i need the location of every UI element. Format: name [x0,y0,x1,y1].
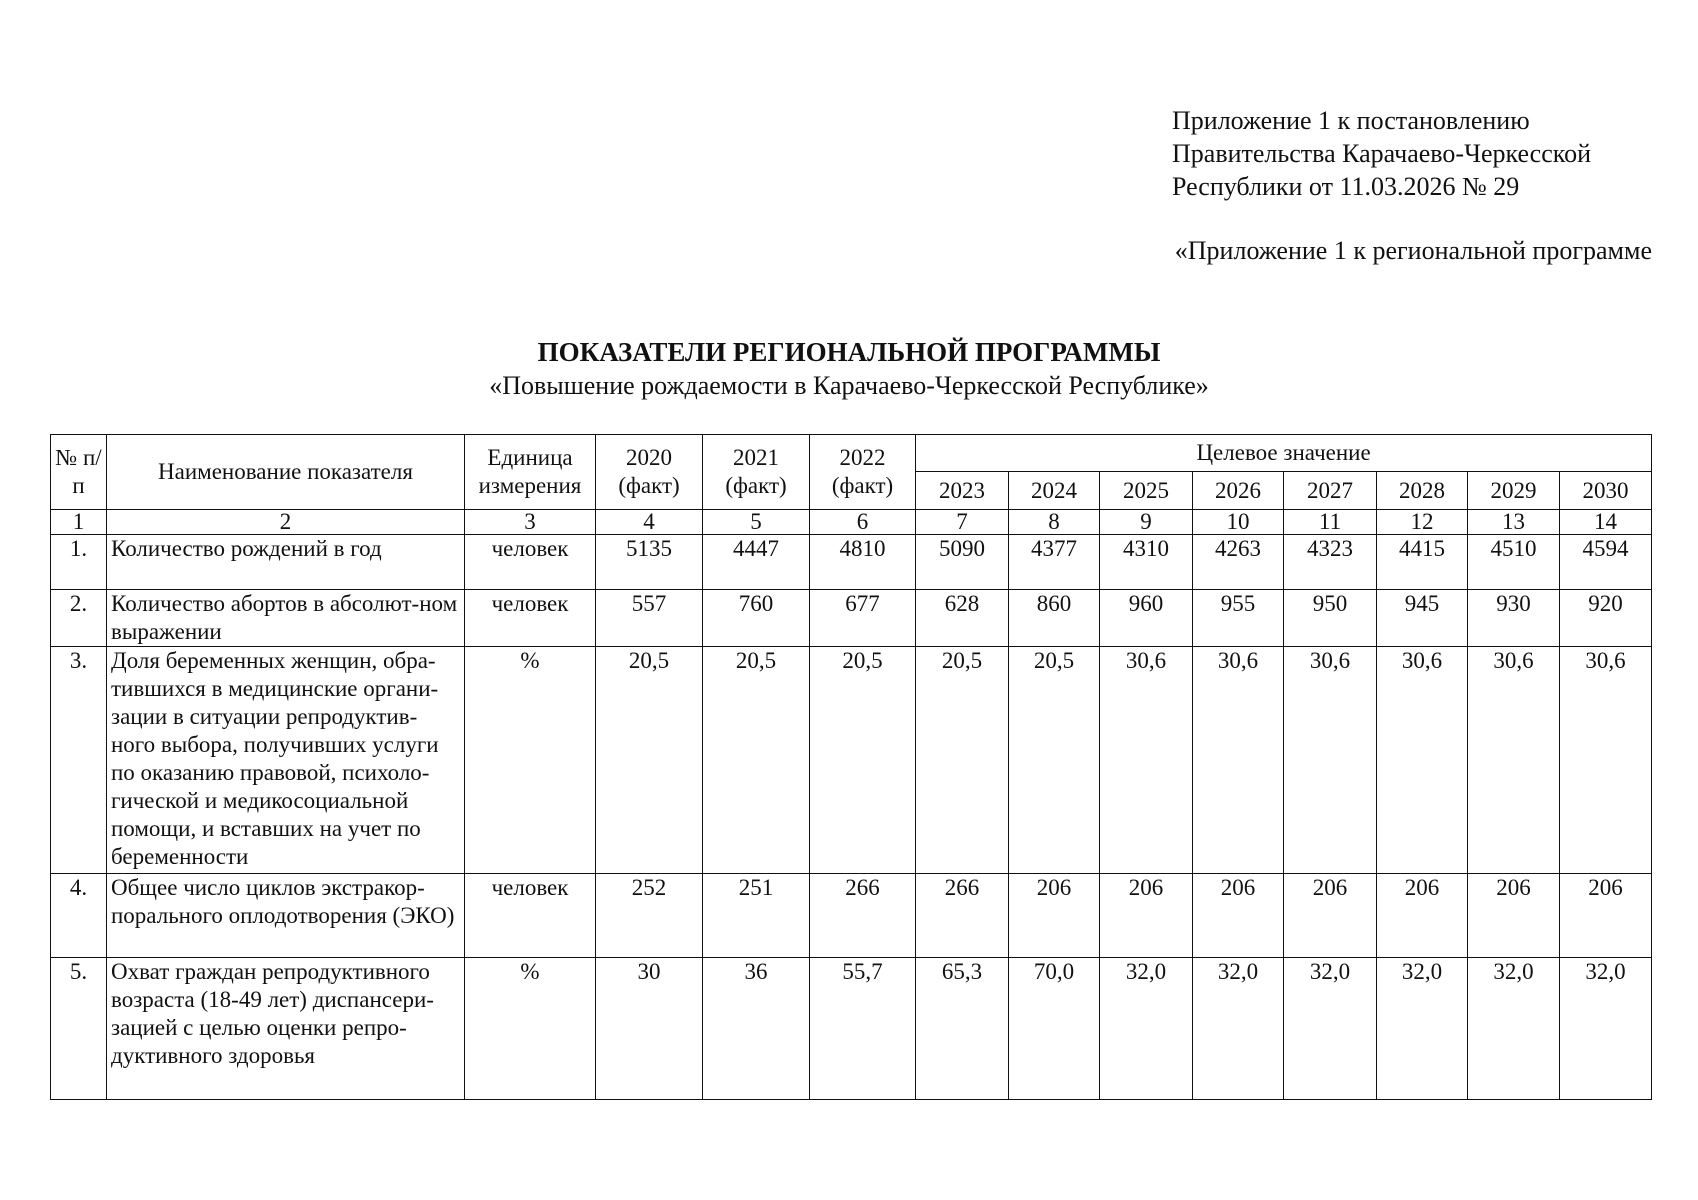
value-cell: 960 [1100,590,1193,647]
column-number: 8 [1009,510,1100,535]
value-cell: 32,0 [1560,958,1652,1100]
header-year-2024: 2024 [1009,472,1100,510]
indicator-unit: % [465,647,596,874]
header-target-group: Целевое значение [916,435,1652,472]
column-number: 4 [596,510,703,535]
value-cell: 206 [1377,874,1468,958]
value-cell: 206 [1560,874,1652,958]
value-cell: 955 [1193,590,1284,647]
value-cell: 628 [916,590,1009,647]
value-cell: 36 [703,958,810,1100]
row-number: 2. [51,590,107,647]
value-cell: 760 [703,590,810,647]
table-row [51,647,1652,874]
value-cell: 5090 [916,535,1009,590]
header-fact-2022: 2022 (факт) [810,435,916,510]
value-cell: 266 [916,874,1009,958]
value-cell: 4447 [703,535,810,590]
header-year-2026: 2026 [1193,472,1284,510]
value-cell: 5135 [596,535,703,590]
value-cell: 206 [1009,874,1100,958]
value-cell: 32,0 [1284,958,1377,1100]
indicator-name: Общее число циклов экстракор-порального оплодотворения (ЭКО) [107,874,465,958]
value-cell: 32,0 [1100,958,1193,1100]
table-row [51,958,1652,1100]
header-year-2025: 2025 [1100,472,1193,510]
value-cell: 30,6 [1560,647,1652,874]
resolution-line-1: Приложение 1 к постановлению [1172,106,1530,135]
value-cell: 4510 [1468,535,1560,590]
value-cell: 20,5 [916,647,1009,874]
value-cell: 4310 [1100,535,1193,590]
value-cell: 70,0 [1009,958,1100,1100]
column-number: 3 [465,510,596,535]
indicator-name: Количество рождений в год [107,535,465,590]
indicator-name: Охват граждан репродуктивного возраста (18-49 лет) диспансери-зацией с целью оценки репро-дуктивного здоровья [107,958,465,1100]
table-row [51,874,1652,958]
value-cell: 251 [703,874,810,958]
value-cell: 945 [1377,590,1468,647]
column-number: 6 [810,510,916,535]
column-number-row [51,510,1652,535]
value-cell: 252 [596,874,703,958]
value-cell: 30,6 [1377,647,1468,874]
value-cell: 30 [596,958,703,1100]
header-year-2027: 2027 [1284,472,1377,510]
header-unit: Единица измерения [465,435,596,510]
value-cell: 4810 [810,535,916,590]
value-cell: 266 [810,874,916,958]
value-cell: 30,6 [1193,647,1284,874]
value-cell: 930 [1468,590,1560,647]
value-cell: 206 [1100,874,1193,958]
row-number: 1. [51,535,107,590]
table-row [51,590,1652,647]
column-number: 1 [51,510,107,535]
header-fact-2020: 2020 (факт) [596,435,703,510]
value-cell: 30,6 [1468,647,1560,874]
row-number: 3. [51,647,107,874]
header-year-2029: 2029 [1468,472,1560,510]
value-cell: 860 [1009,590,1100,647]
appendix-note: «Приложение 1 к региональной программе [1174,236,1652,265]
header-year-2028: 2028 [1377,472,1468,510]
value-cell: 557 [596,590,703,647]
value-cell: 677 [810,590,916,647]
value-cell: 20,5 [1009,647,1100,874]
value-cell: 55,7 [810,958,916,1100]
column-number: 2 [107,510,465,535]
indicator-unit: человек [465,590,596,647]
header-row [51,435,1652,472]
value-cell: 65,3 [916,958,1009,1100]
value-cell: 32,0 [1468,958,1560,1100]
header-num: № п/п [51,435,107,510]
value-cell: 4377 [1009,535,1100,590]
column-number: 10 [1193,510,1284,535]
column-number: 5 [703,510,810,535]
indicator-name: Доля беременных женщин, обра-тившихся в медицинские органи-зации в ситуации репродуктив-ного выбора, получивших услуги по оказанию правовой, психоло-гической и медикосоциальной помощи, и вставших на учет по беременности [107,647,465,874]
column-number: 11 [1284,510,1377,535]
column-number: 9 [1100,510,1193,535]
resolution-reference [1172,104,1591,203]
value-cell: 950 [1284,590,1377,647]
value-cell: 206 [1468,874,1560,958]
indicator-unit: человек [465,535,596,590]
row-number: 5. [51,958,107,1100]
table-row [51,535,1652,590]
value-cell: 4263 [1193,535,1284,590]
column-number: 13 [1468,510,1560,535]
indicators-table [50,434,1652,1100]
column-number: 7 [916,510,1009,535]
value-cell: 20,5 [810,647,916,874]
value-cell: 206 [1284,874,1377,958]
row-number: 4. [51,874,107,958]
value-cell: 4323 [1284,535,1377,590]
value-cell: 32,0 [1377,958,1468,1100]
indicator-name: Количество абортов в абсолют-ном выражении [107,590,465,647]
page-subtitle: «Повышение рождаемости в Карачаево-Черкесской Республике» [489,371,1209,400]
resolution-line-2: Правительства Карачаево-Черкесской [1172,139,1591,168]
value-cell: 32,0 [1193,958,1284,1100]
resolution-line-3: Республики от 11.03.2026 № 29 [1172,172,1520,201]
page-title: ПОКАЗАТЕЛИ РЕГИОНАЛЬНОЙ ПРОГРАММЫ [537,337,1161,367]
value-cell: 4594 [1560,535,1652,590]
header-name: Наименование показателя [107,435,465,510]
value-cell: 30,6 [1100,647,1193,874]
value-cell: 920 [1560,590,1652,647]
value-cell: 206 [1193,874,1284,958]
indicator-unit: % [465,958,596,1100]
header-fact-2021: 2021 (факт) [703,435,810,510]
header-year-2023: 2023 [916,472,1009,510]
header-year-2030: 2030 [1560,472,1652,510]
column-number: 12 [1377,510,1468,535]
value-cell: 20,5 [703,647,810,874]
value-cell: 30,6 [1284,647,1377,874]
column-number: 14 [1560,510,1652,535]
indicator-unit: человек [465,874,596,958]
value-cell: 20,5 [596,647,703,874]
value-cell: 4415 [1377,535,1468,590]
